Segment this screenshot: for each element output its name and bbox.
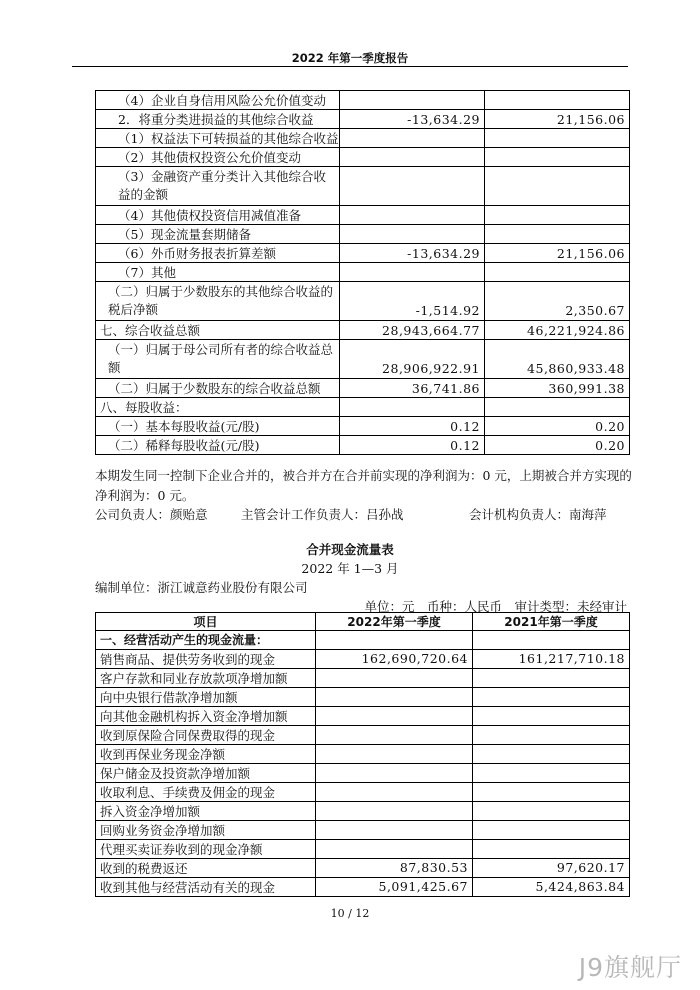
current-period-value: 87,830.53 xyxy=(316,858,473,877)
row-label: （2）其他债权投资公允价值变动 xyxy=(96,148,340,167)
current-period-value xyxy=(340,225,485,244)
cashflow-units: 单位：元 币种：人民币 审计类型：未经审计 xyxy=(364,599,627,614)
table-row xyxy=(96,340,630,379)
current-period-value xyxy=(340,263,485,282)
section-row xyxy=(96,631,630,649)
table-row xyxy=(96,129,630,148)
prior-period-value: 161,217,710.18 xyxy=(473,649,630,668)
current-period-value xyxy=(316,687,473,706)
prior-period-value: 46,221,924.86 xyxy=(485,321,630,340)
current-period-value: -13,634.29 xyxy=(340,110,485,129)
watermark: J9旗舰厅 xyxy=(578,953,682,982)
current-period-value xyxy=(316,839,473,858)
current-period-value xyxy=(316,725,473,744)
row-label: （一）归属于母公司所有者的综合收益总额 xyxy=(96,340,340,379)
row-label: 销售商品、提供劳务收到的现金 xyxy=(96,649,316,668)
row-label: （1）权益法下可转损益的其他综合收益 xyxy=(96,129,340,148)
row-label: 向其他金融机构拆入资金净增加额 xyxy=(96,706,316,725)
prior-period-value: 45,860,933.48 xyxy=(485,340,630,379)
row-label: 八、每股收益： xyxy=(96,398,340,417)
current-period-value: 28,943,664.77 xyxy=(340,321,485,340)
header-divider xyxy=(72,66,628,67)
table-row xyxy=(96,379,630,398)
prior-period-value xyxy=(473,782,630,801)
cashflow-compiler: 编制单位：浙江诚意药业股份有限公司 xyxy=(95,580,308,595)
prior-period-value xyxy=(473,839,630,858)
row-label: 收到的税费返还 xyxy=(96,858,316,877)
table-row xyxy=(96,820,630,839)
current-period-value: 28,906,922.91 xyxy=(340,340,485,379)
prior-period-value xyxy=(473,668,630,687)
page-number: 10 / 12 xyxy=(330,907,370,920)
row-label: （二）归属于少数股东的综合收益总额 xyxy=(96,379,340,398)
current-period-value xyxy=(316,668,473,687)
prior-period-value: 97,620.17 xyxy=(473,858,630,877)
current-period-value: 162,690,720.64 xyxy=(316,649,473,668)
merger-note: 本期发生同一控制下企业合并的，被合并方在合并前实现的净利润为：0 元，上期被合并方实现的净利润为：0 元。 xyxy=(95,468,632,503)
prior-period-value xyxy=(485,129,630,148)
cashflow-title: 合并现金流量表 xyxy=(306,542,394,557)
current-period-value xyxy=(340,91,485,110)
current-period-value xyxy=(316,763,473,782)
prior-period-value: 21,156.06 xyxy=(485,244,630,263)
section-blank-prior xyxy=(473,631,630,649)
table-row xyxy=(96,225,630,244)
row-label: 客户存款和同业存放款项净增加额 xyxy=(96,668,316,687)
current-period-value xyxy=(340,148,485,167)
prior-period-value xyxy=(485,91,630,110)
column-header-prior: 2021年第一季度 xyxy=(473,613,630,631)
row-label: 2．将重分类进损益的其他综合收益 xyxy=(96,110,340,129)
current-period-value xyxy=(316,782,473,801)
cashflow-header-row xyxy=(96,613,630,631)
row-label: （4）其他债权投资信用减值准备 xyxy=(96,206,340,225)
row-label: 七、综合收益总额 xyxy=(96,321,340,340)
prior-period-value: 0.20 xyxy=(485,417,630,436)
current-period-value: 0.12 xyxy=(340,436,485,455)
row-label: 代理买卖证券收到的现金净额 xyxy=(96,839,316,858)
section-label: 一、经营活动产生的现金流量： xyxy=(96,631,316,649)
row-label: 收到其他与经营活动有关的现金 xyxy=(96,877,316,896)
table-row xyxy=(96,877,630,896)
row-label: 回购业务资金净增加额 xyxy=(96,820,316,839)
row-label: （二）稀释每股收益(元/股) xyxy=(96,436,340,455)
table-row xyxy=(96,763,630,782)
accounting-org-head: 会计机构负责人：南海萍 xyxy=(469,507,607,522)
table-row xyxy=(96,668,630,687)
row-label: （4）企业自身信用风险公允价值变动 xyxy=(96,91,340,110)
current-period-value xyxy=(340,398,485,417)
table-row xyxy=(96,725,630,744)
table-row xyxy=(96,782,630,801)
prior-period-value xyxy=(473,801,630,820)
row-label: （5）现金流量套期储备 xyxy=(96,225,340,244)
cashflow-table xyxy=(95,612,630,897)
current-period-value: -1,514.92 xyxy=(340,282,485,321)
company-head: 公司负责人：颜贻意 xyxy=(95,507,208,522)
row-label: 保户储金及投资款净增加额 xyxy=(96,763,316,782)
accounting-head: 主管会计工作负责人：吕孙战 xyxy=(241,507,404,522)
prior-period-value xyxy=(473,820,630,839)
page-header-title: 2022 年第一季度报告 xyxy=(291,51,409,65)
table-row xyxy=(96,167,630,206)
prior-period-value: 21,156.06 xyxy=(485,110,630,129)
cashflow-period: 2022 年 1—3 月 xyxy=(301,561,399,576)
table-row xyxy=(96,282,630,321)
prior-period-value xyxy=(473,687,630,706)
current-period-value: 0.12 xyxy=(340,417,485,436)
income-statement-table xyxy=(95,90,630,455)
table-row xyxy=(96,417,630,436)
table-row xyxy=(96,398,630,417)
prior-period-value xyxy=(473,744,630,763)
table-row xyxy=(96,91,630,110)
table-row xyxy=(96,687,630,706)
table-row xyxy=(96,858,630,877)
row-label: （6）外币财务报表折算差额 xyxy=(96,244,340,263)
table-row xyxy=(96,839,630,858)
row-label: （二）归属于少数股东的其他综合收益的税后净额 xyxy=(96,282,340,321)
prior-period-value: 0.20 xyxy=(485,436,630,455)
column-header-item: 项目 xyxy=(96,613,316,631)
table-row xyxy=(96,744,630,763)
table-row xyxy=(96,263,630,282)
prior-period-value: 360,991.38 xyxy=(485,379,630,398)
current-period-value xyxy=(316,706,473,725)
row-label: （7）其他 xyxy=(96,263,340,282)
prior-period-value xyxy=(473,763,630,782)
table-row xyxy=(96,436,630,455)
table-row xyxy=(96,321,630,340)
row-label: （一）基本每股收益(元/股) xyxy=(96,417,340,436)
table-row xyxy=(96,206,630,225)
table-row xyxy=(96,244,630,263)
prior-period-value xyxy=(473,725,630,744)
prior-period-value xyxy=(485,263,630,282)
current-period-value: -13,634.29 xyxy=(340,244,485,263)
current-period-value xyxy=(340,206,485,225)
row-label: 拆入资金净增加额 xyxy=(96,801,316,820)
row-label: 收到原保险合同保费取得的现金 xyxy=(96,725,316,744)
prior-period-value xyxy=(485,148,630,167)
table-row xyxy=(96,649,630,668)
current-period-value xyxy=(340,167,485,206)
prior-period-value xyxy=(485,167,630,206)
prior-period-value: 2,350.67 xyxy=(485,282,630,321)
table-row xyxy=(96,110,630,129)
row-label: 收到再保业务现金净额 xyxy=(96,744,316,763)
row-label: 向中央银行借款净增加额 xyxy=(96,687,316,706)
current-period-value xyxy=(316,744,473,763)
prior-period-value xyxy=(485,206,630,225)
column-header-current: 2022年第一季度 xyxy=(316,613,473,631)
table-row xyxy=(96,148,630,167)
prior-period-value xyxy=(485,225,630,244)
current-period-value xyxy=(316,801,473,820)
prior-period-value xyxy=(485,398,630,417)
prior-period-value xyxy=(473,706,630,725)
current-period-value xyxy=(340,129,485,148)
prior-period-value: 5,424,863.84 xyxy=(473,877,630,896)
current-period-value xyxy=(316,820,473,839)
table-row xyxy=(96,801,630,820)
section-blank-current xyxy=(316,631,473,649)
row-label: 收取利息、手续费及佣金的现金 xyxy=(96,782,316,801)
row-label: （3）金融资产重分类计入其他综合收益的金额 xyxy=(96,167,340,206)
current-period-value: 36,741.86 xyxy=(340,379,485,398)
table-row xyxy=(96,706,630,725)
signatories xyxy=(95,505,635,525)
current-period-value: 5,091,425.67 xyxy=(316,877,473,896)
